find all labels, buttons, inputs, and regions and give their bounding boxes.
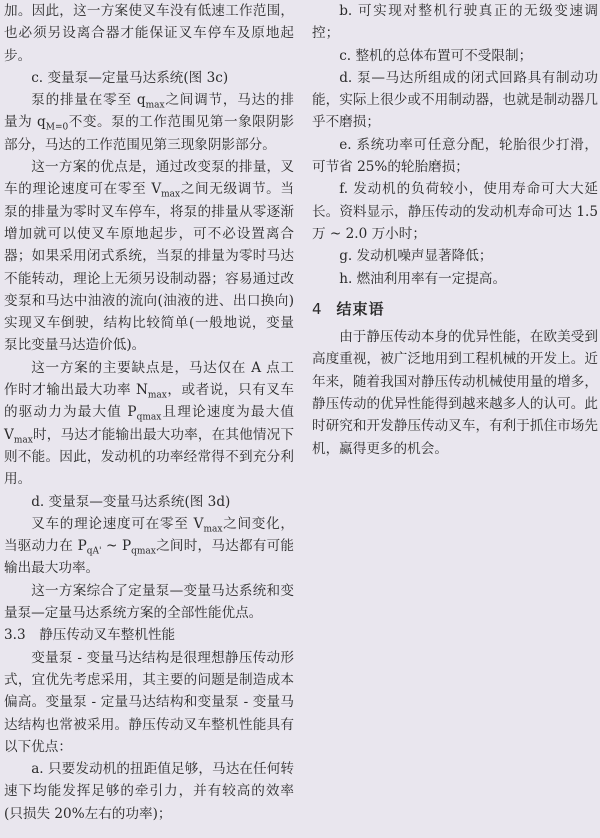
heading-c-variable-pump-fixed-motor: c. 变量泵—定量马达系统(图 3c) bbox=[31, 69, 229, 86]
paragraph-continued: 加。因此，这一方案使叉车没有低速工作范围，也必须另设离合器才能保证叉车停车及原地起步。 bbox=[4, 3, 294, 64]
paragraph-c-2: 这一方案的优点是，通过改变泵的排量，叉车的理论速度可在零至 $V_{max}$之间无级调节。当泵的排量为零时叉车停车，将泵的排量从零逐渐增加就可以使叉车原地起步，可不必设置离合器；如果采用闭式系统，当泵的排量为零时马达不能转动，理论上无须另设制动器；容易通过改变泵和马达中油液的流向(油液的进、出口换向)实现叉车倒驶，结构比较简单(一般地说，变量泵比变量马达造价低)。 bbox=[4, 159, 295, 354]
paragraph-c-1: 泵的排量在零至 $q_{max}$之间调节，马达的排量为 $q_{M=0}$不变。泵的工作范围见第一象限阴影部分，马达的工作范围见第三现象阴影部分。 bbox=[4, 92, 294, 153]
list-item-a: a. 只要发动机的扭距值足够，马达在任何转速下均能发挥足够的牵引力，并有较高的效率(只损失 20%左右的功率)； bbox=[4, 761, 294, 822]
paragraph-c-3: 这一方案的主要缺点是，马达仅在 A 点工作时才输出最大功率 $N_{max}$，或者说，只有叉车的驱动力为最大值 $P_{qmax}$且理论速度为最大值 $V_{max}$时，马达才能输出最大功率，在其他情况下则不能。因此，发动机的功率经常得不到充分利用。 bbox=[4, 359, 295, 488]
right-column bbox=[312, 0, 598, 460]
list-item-e: e. 系统功率可任意分配，轮胎很少打滑，可节省 25%的轮胎磨损； bbox=[312, 136, 598, 176]
left-column bbox=[4, 0, 294, 825]
paragraph-d-2: 这一方案综合了定量泵—变量马达系统和变量泵—定量马达系统方案的全部性能优点。 bbox=[4, 582, 294, 622]
heading-d-variable-pump-variable-motor: d. 变量泵—变量马达系统(图 3d) bbox=[31, 493, 231, 510]
list-item-c: c. 整机的总体布置可不受限制； bbox=[339, 47, 533, 64]
paragraph-3-3-1: 变量泵 - 变量马达结构是很理想静压传动形式，宜优先考虑采用，其主要的问题是制造成本偏高。变量泵 - 定量马达结构和变量泵 - 变量马达结构也常被采用。静压传动叉车整机性能具有以下优点： bbox=[4, 649, 294, 755]
section-3-3-heading: 3.3 静压传动叉车整机性能 bbox=[4, 627, 176, 644]
list-item-b: b. 可实现对整机行驶真正的无级变速调控； bbox=[312, 3, 598, 42]
conclusion-paragraph: 由于静压传动本身的优异性能，在欧美受到高度重视，被广泛地用到工程机械的开发上。近年来，随着我国对静压传动机械使用量的增多，静压传动的优异性能得到越来越多人的认可。此时研究和开发静压传动叉车，有利于抓住市场先机，赢得更多的机会。 bbox=[312, 329, 598, 457]
list-item-g: g. 发动机噪声显著降低； bbox=[339, 248, 493, 265]
list-item-h: h. 燃油利用率有一定提高。 bbox=[339, 270, 507, 287]
list-item-f: f. 发动机的负荷较小，使用寿命可大大延长。资料显示，静压传动的发动机寿命可达 1.5 万 ~ 2.0 万小时； bbox=[312, 181, 598, 242]
list-item-d: d. 泵—马达所组成的闭式回路具有制动功能，实际上很少或不用制动器，也就是制动器几乎不磨损； bbox=[312, 69, 598, 131]
paragraph-d-1: 叉车的理论速度可在零至 $V_{max}$之间变化，当驱动力在 $P_{qA'}$ ~ $P_{qmax}$之间时，马达都有可能输出最大功率。 bbox=[4, 515, 295, 577]
section-4-heading: 4 结束语 bbox=[312, 299, 385, 318]
